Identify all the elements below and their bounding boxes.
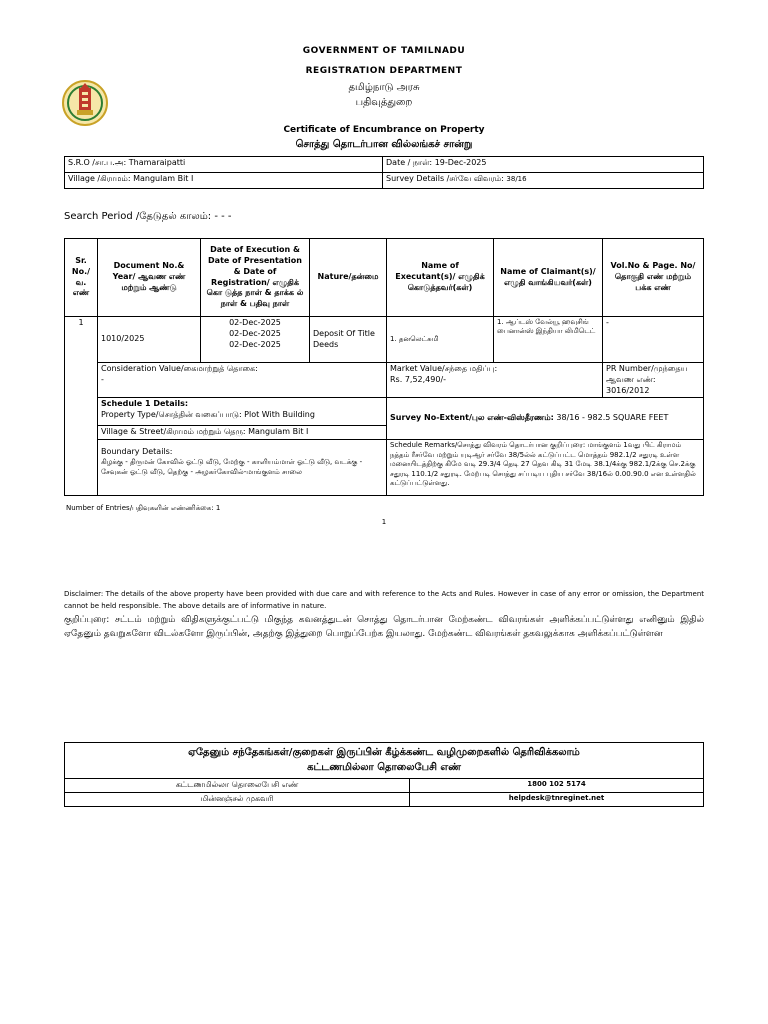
info-table — [64, 156, 704, 189]
certificate-title: Certificate of Encumbrance on Property — [283, 125, 485, 135]
email-address-link[interactable]: helpdesk@tnreginet.net — [410, 793, 704, 807]
contact-title-cell — [65, 743, 704, 779]
schedule-cell — [98, 398, 387, 426]
search-period-value: - - - — [214, 211, 232, 222]
search-period — [64, 211, 232, 223]
boundary-title: Boundary Details: — [101, 447, 173, 457]
header-claimant: Name of Claimant(s)/எழுதி வாங்கியவர்(கள்) — [494, 239, 603, 317]
header-nature: Nature/தன்மை — [310, 239, 387, 317]
search-period-label: Search Period /தேடுதல் காலம்: — [64, 211, 212, 222]
village-street-cell: Village & Street/கிராமம் மற்றும் தெரு: Mangulam Bit I — [98, 426, 387, 440]
header-document: Document No.& Year/ ஆவண எண் மற்றும் ஆண்டு — [98, 239, 201, 317]
consideration-cell — [98, 363, 387, 398]
date-value: 19-Dec-2025 — [434, 158, 487, 167]
pr-number-cell — [603, 363, 704, 398]
entries-label: Number of Entries/பதிவுகளின் எண்ணிக்கை: — [66, 504, 214, 512]
pr-number-value: 3016/2012 — [606, 385, 650, 395]
row-dates — [201, 317, 310, 363]
boundary-cell — [98, 440, 387, 496]
consideration-label: Consideration Value/கைமாற்றுத் தொகை: — [101, 364, 258, 373]
row-claimant: 1. ஆப்டஸ் வேல்யூ ஹவுசிங் பைனான்ஸ் இந்தியா லிமிடெட் — [494, 317, 603, 363]
header-govt: GOVERNMENT OF TAMILNADU — [302, 46, 466, 56]
row-date-presentation: 02-Dec-2025 — [229, 328, 281, 338]
date-label: Date / நாள்: — [386, 158, 433, 167]
header-volno: Vol.No & Page. No/ தொகுதி எண் மற்றும் பக்க எண் — [603, 239, 704, 317]
survey-extent-value: 38/16 - 982.5 SQUARE FEET — [556, 413, 669, 423]
table-row — [65, 317, 704, 363]
entries-value: 1 — [215, 504, 221, 512]
date-cell — [383, 157, 704, 173]
survey-value: 38/16 — [506, 175, 527, 183]
market-value-label: Market Value/சந்தை மதிப்பு: — [390, 364, 498, 373]
header-dept: REGISTRATION DEPARTMENT — [305, 66, 463, 76]
sro-value: Thamaraipatti — [128, 158, 186, 167]
row-nature: Deposit Of Title Deeds — [310, 317, 387, 363]
email-label: மின்னஞ்சல் முகவரி — [65, 793, 410, 807]
pr-number-label: PR Number/முந்தைய ஆவண எண்: — [606, 364, 688, 384]
survey-extent-cell — [387, 398, 704, 440]
row-date-execution: 02-Dec-2025 — [229, 318, 281, 327]
row-volno: - — [603, 317, 704, 363]
header-govt-ta: தமிழ்நாடு அரசு — [348, 82, 420, 93]
boundary-text: கிழக்கு - திருமன் கோவில் ஓட்டு வீடு, மேற்கு - காளியம்மாள் ஓட்டு வீடு, வடக்கு - சேவுகன் ஓட்டு வீடு, தெற்கு - அழகர்கோவில்-மாங்குளம் சாலை — [101, 458, 363, 476]
survey-extent-label: Survey No-Extent/புல எண்-விஸ்தீரணம்: — [390, 413, 554, 423]
village-value: Mangulam Bit I — [133, 174, 194, 183]
sro-label: S.R.O /சா.ப.அ: — [68, 158, 127, 167]
contact-title-line2: கட்டணமில்லா தொலைபேசி எண் — [307, 761, 461, 773]
header-srno: Sr. No./ வ. எண் — [65, 239, 98, 317]
sro-cell — [65, 157, 383, 173]
disclaimer-en: Disclaimer: The details of the above property have been provided with due care and with reference to the Acts and Rules. However in case of any error or omission, the Department cannot be held responsible. The above details are of informative in nature. — [64, 590, 704, 610]
page-number: 1 — [381, 518, 387, 526]
property-type: Property Type/சொத்தின் வகைப்பாடு: Plot With Building — [101, 410, 315, 420]
row-date-registration: 02-Dec-2025 — [229, 339, 281, 349]
market-value-cell — [387, 363, 603, 398]
market-value-amount: Rs. 7,52,490/- — [390, 374, 447, 384]
helpline-number[interactable]: 1800 102 5174 — [410, 779, 704, 793]
survey-label: Survey Details /சர்வே விவரம்: — [386, 174, 504, 183]
schedule-remarks: Schedule Remarks/சொத்து விவரம் தொடர்பான குறிப்புரை: மாங்குளம் 1வது பிட் கிராமம் நத்தம் ரீசர்வே மற்றும் யுடிஆர் சர்வே 38/5ல்ல் கட்டுப்பட்ட மொத்தம் 982.1/2 சதுரடி உள்ள மனையிடத்திற்கு கிமே வடி 29.3/4 தெடி 27 தெவ கிடி 31 மேடி 38.1/4க்கு 982.1/2க்கு செ.2க்கு சதுரடி 110.1/2 சதுரடி. மேற்படி சொத்து சப்படிய புதிய சர்வே 38/16ல் 0.00.90.0 என உள்ளதில் கட்டுப்பட்டுள்ளது. — [387, 440, 704, 496]
survey-cell — [383, 173, 704, 189]
consideration-value: - — [101, 374, 104, 384]
header-executant: Name of Executant(s)/ எழுதிக் கொடுத்தவர்(கள்) — [387, 239, 494, 317]
village-cell — [65, 173, 383, 189]
helpline-label: கட்டணமில்லா தொலைபேசி எண் — [65, 779, 410, 793]
entries-count — [66, 504, 220, 513]
row-document: 1010/2025 — [98, 317, 201, 363]
disclaimer-ta: குறிப்புரை: சட்டம் மற்றும் விதிகளுக்குட்பட்டு மிகுந்த கவனத்துடன் சொத்து தொடர்பான மேற்கண்ட விவரங்கள் அளிக்கப்பட்டுள்ளது எனினும் இதில் ஏதேனும் தவறுகளோ விடல்களோ இருப்பின், அதற்கு இத்துறை பொறுப்பேற்க இயலாது. மேற்கண்ட விவரங்கள் தகவலுக்காக அளிக்கப்பட்டுள்ளன — [64, 615, 704, 639]
row-executant: 1. தனலெட்சுமி — [387, 317, 494, 363]
village-label: Village /கிராமம்: — [68, 174, 131, 183]
encumbrance-table — [64, 238, 704, 496]
contact-title-line1: ஏதேனும் சந்தேகங்கள்/குறைகள் இருப்பின் கீழ்க்கண்ட வழிமுறைகளில் தெரிவிக்கலாம் — [188, 747, 580, 758]
certificate-title-ta: சொத்து தொடர்பான வில்லங்கச் சான்று — [295, 139, 473, 150]
schedule-title: Schedule 1 Details: — [101, 399, 189, 409]
header-dates: Date of Execution & Date of Presentation & Date of Registration/ எழுதிக் கொ டுத்த நாள் & தாக்க ல் நாள் & பதிவு நாள் — [201, 239, 310, 317]
contact-table — [64, 742, 704, 807]
row-srno: 1 — [65, 317, 98, 496]
header-dept-ta: பதிவுத்துறை — [355, 97, 413, 108]
